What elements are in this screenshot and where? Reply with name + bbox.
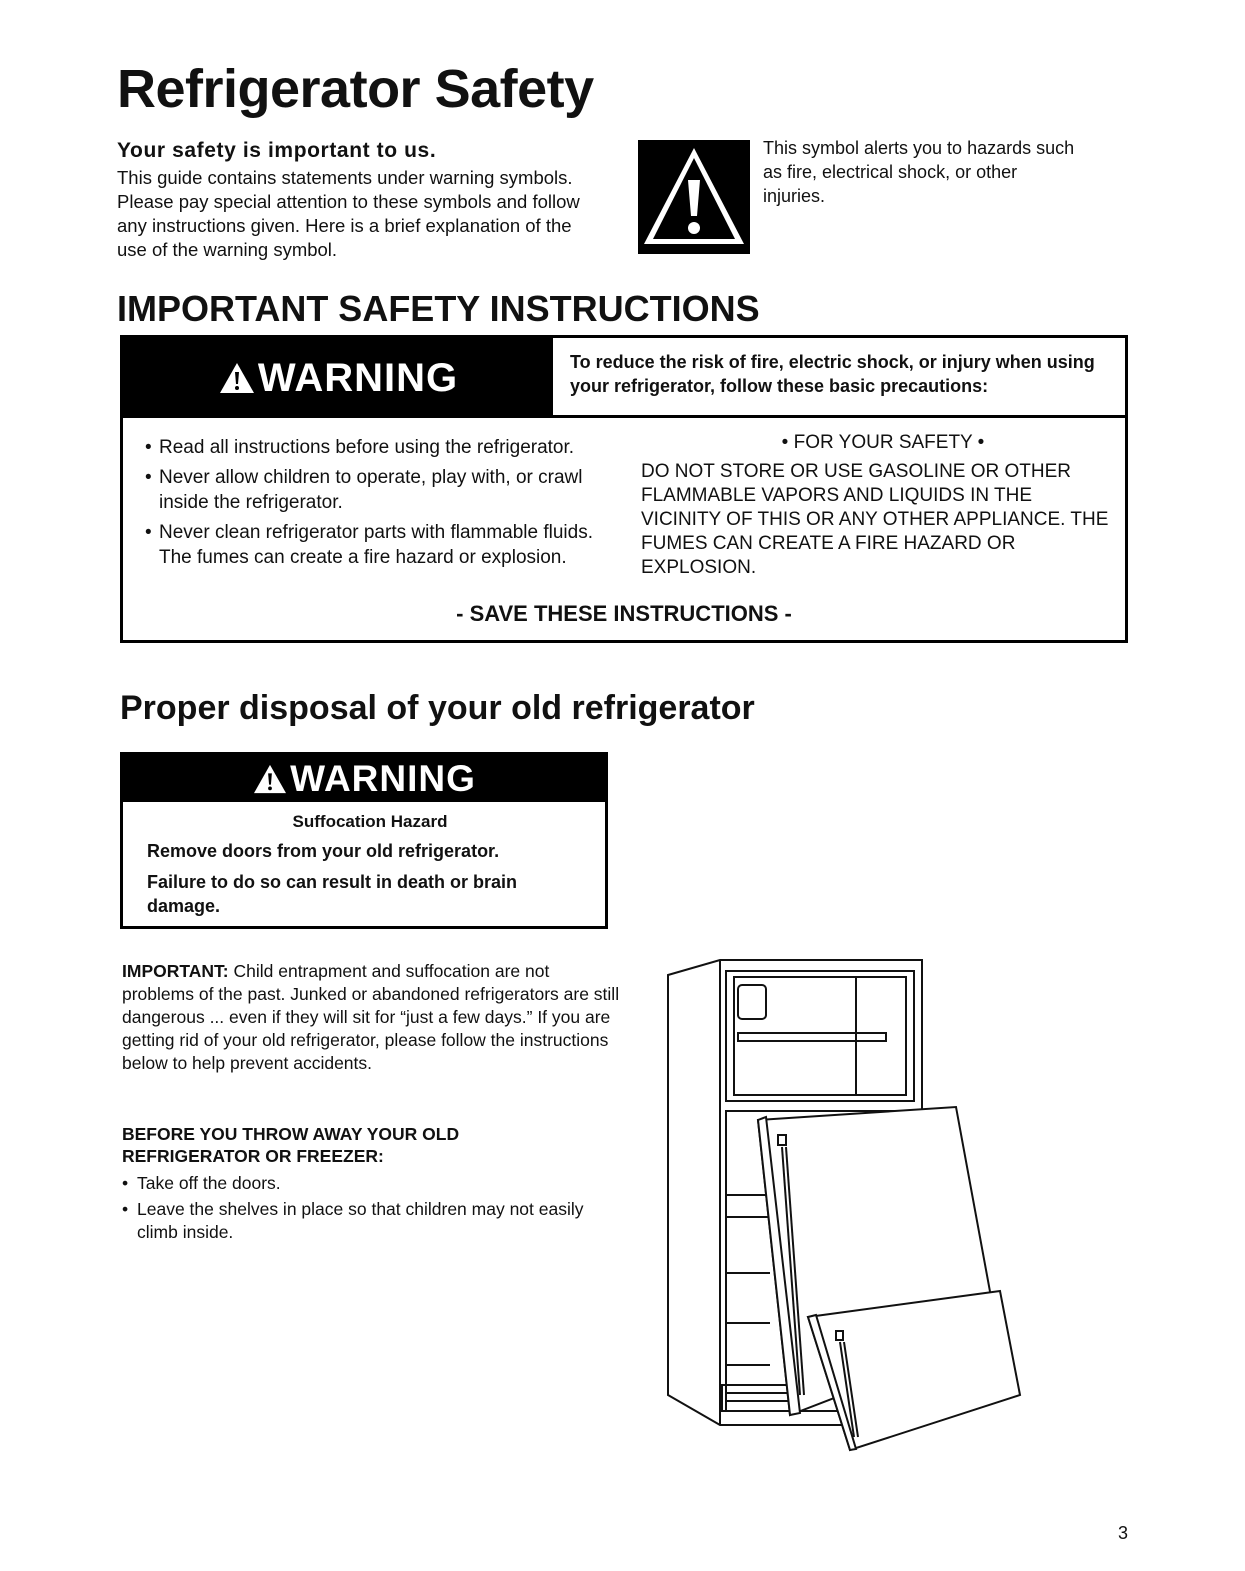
page-number: 3 [1118, 1523, 1129, 1543]
warning-label: WARNING [257, 355, 459, 400]
warning-label: WARNING [290, 757, 476, 799]
important-body: Child entrapment and suffocation are not problems of the past. Junked or abandoned refrigerators are still dangerous ... even if they will sit for “just a few days.” If you are getting rid of your old refrigerator, please follow the instructions below to help prevent accidents. [122, 961, 620, 1073]
save-instructions: - SAVE THESE INSTRUCTIONS - [456, 601, 792, 626]
suffocation-hazard: Suffocation Hazard [292, 812, 448, 831]
page-title: Refrigerator Safety [117, 59, 594, 119]
safety-bullet-list [145, 435, 615, 575]
important-label: IMPORTANT: [122, 961, 229, 981]
list-item: • Take off the doors. [122, 1172, 602, 1195]
gasoline-warning: DO NOT STORE OR USE GASOLINE OR OTHER FLAMMABLE VAPORS AND LIQUIDS IN THE VICINITY OF THIS OR ANY OTHER APPLIANCE. THE FUMES CAN CREATE A FIRE HAZARD OR EXPLOSION. [641, 461, 1109, 578]
list-item: • Never allow children to operate, play with, or crawl inside the refrigerator. [145, 465, 615, 515]
list-item: • Never clean refrigerator parts with flammable fluids. The fumes can create a fire hazard or explosion. [145, 520, 615, 570]
intro-body: This guide contains statements under warning symbols. Please pay special attention to these symbols and follow any instructions given. Here is a brief explanation of the use of the warning symbol. [117, 167, 580, 260]
warning-symbol-icon [638, 140, 750, 254]
failure-text: Failure to do so can result in death or brain damage. [147, 872, 518, 916]
intro-heading: Your safety is important to us. [117, 139, 437, 162]
list-item: • Leave the shelves in place so that children may not easily climb inside. [122, 1198, 602, 1244]
before-list [122, 1172, 602, 1247]
safety-intro: To reduce the risk of fire, electric shock, or injury when using your refrigerator, follow these basic precautions: [570, 352, 1095, 396]
disposal-heading: Proper disposal of your old refrigerator [120, 689, 755, 727]
list-item: • Read all instructions before using the refrigerator. [145, 435, 615, 460]
symbol-description: This symbol alerts you to hazards such as fire, electrical shock, or other injuries. [763, 138, 1075, 206]
warning-banner [123, 755, 605, 802]
safety-heading: IMPORTANT SAFETY INSTRUCTIONS [117, 288, 760, 329]
before-heading: BEFORE YOU THROW AWAY YOUR OLD REFRIGERATOR OR FREEZER: [122, 1124, 460, 1166]
important-paragraph [122, 960, 622, 1075]
refrigerator-illustration [660, 955, 1030, 1455]
alert-triangle-icon [252, 763, 288, 795]
alert-triangle-icon [218, 361, 256, 395]
for-your-safety-heading: • FOR YOUR SAFETY • [781, 432, 985, 453]
warning-banner [123, 338, 553, 418]
disposal-warning-box [120, 752, 608, 929]
remove-doors-text: Remove doors from your old refrigerator. [147, 841, 500, 861]
safety-warning-box [120, 335, 1128, 643]
